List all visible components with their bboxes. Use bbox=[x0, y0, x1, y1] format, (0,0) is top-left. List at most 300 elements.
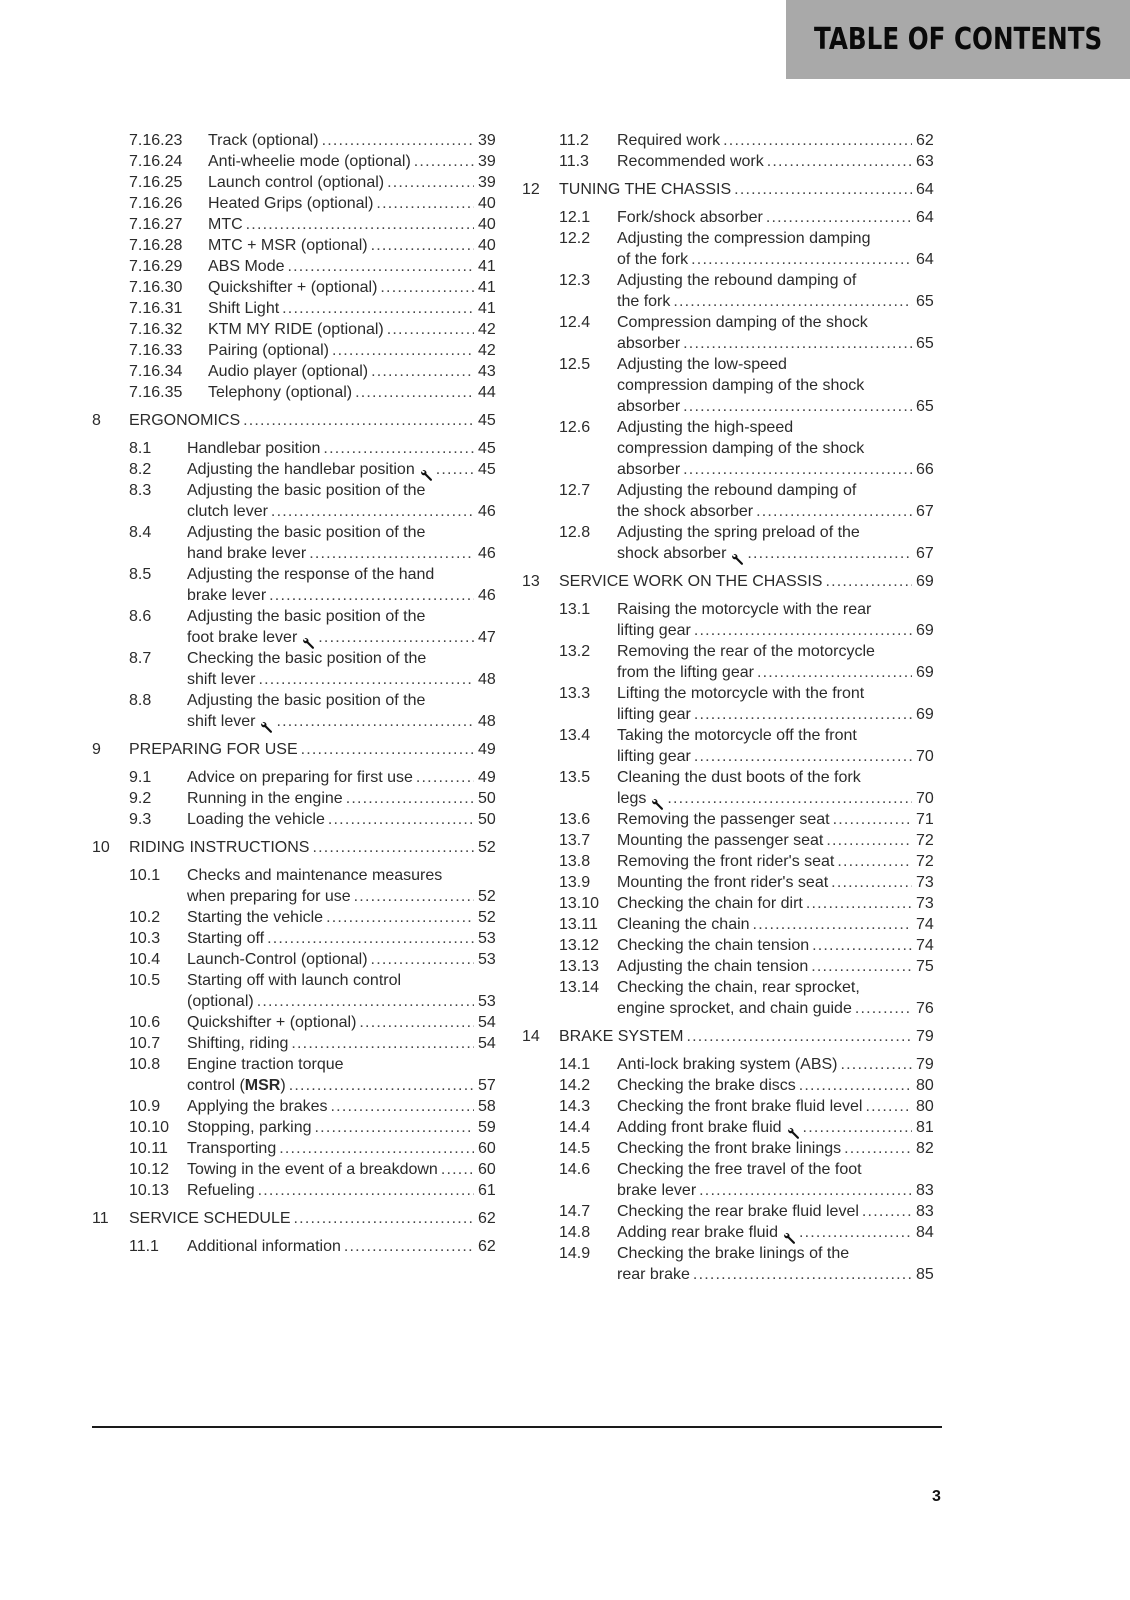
dot-leader bbox=[332, 340, 474, 361]
page-reference[interactable]: 74 bbox=[916, 937, 934, 954]
page-reference[interactable]: 69 bbox=[916, 664, 934, 681]
dot-leader bbox=[323, 438, 474, 459]
page-reference[interactable]: 73 bbox=[916, 895, 934, 912]
section-title: TUNING THE CHASSIS bbox=[559, 181, 732, 198]
section-title: the fork bbox=[617, 293, 671, 310]
page-reference[interactable]: 59 bbox=[478, 1119, 496, 1136]
toc-entry[interactable] bbox=[532, 1054, 942, 1075]
toc-entry[interactable] bbox=[92, 172, 504, 193]
page-reference[interactable]: 65 bbox=[916, 398, 934, 415]
toc-entry[interactable] bbox=[532, 767, 942, 809]
dot-leader bbox=[825, 571, 912, 592]
page-reference[interactable]: 45 bbox=[478, 461, 496, 478]
page-reference[interactable]: 49 bbox=[478, 769, 496, 786]
section-title: Launch-Control (optional) bbox=[187, 951, 368, 968]
section-number: 12.5 bbox=[559, 356, 591, 373]
section-number: 9 bbox=[92, 741, 101, 758]
section-number: 7.16.32 bbox=[129, 321, 183, 338]
section-number: 10.8 bbox=[129, 1056, 161, 1073]
page-reference[interactable]: 57 bbox=[478, 1077, 496, 1094]
toc-entry[interactable] bbox=[92, 1033, 504, 1054]
section-number: 8.1 bbox=[129, 440, 152, 457]
toc-entry[interactable] bbox=[532, 354, 942, 417]
section-title: Adjusting the rebound damping of bbox=[617, 272, 857, 289]
toc-entry[interactable] bbox=[92, 564, 504, 606]
page-reference[interactable]: 39 bbox=[478, 174, 496, 191]
toc-entry[interactable] bbox=[532, 1138, 942, 1159]
dot-leader bbox=[359, 1012, 474, 1033]
toc-entry[interactable] bbox=[92, 1117, 504, 1138]
page-reference[interactable]: 69 bbox=[916, 622, 934, 639]
toc-entry[interactable] bbox=[92, 1180, 504, 1201]
section-title: foot brake lever bbox=[187, 629, 298, 646]
page-reference[interactable]: 83 bbox=[916, 1182, 934, 1199]
wrench-icon bbox=[787, 1125, 800, 1138]
toc-entry[interactable] bbox=[92, 130, 504, 151]
toc-entry[interactable] bbox=[532, 893, 942, 914]
toc-entry[interactable] bbox=[92, 949, 504, 970]
section-number: 7.16.33 bbox=[129, 342, 183, 359]
toc-chapter[interactable] bbox=[522, 571, 942, 592]
toc-entry[interactable] bbox=[532, 1075, 942, 1096]
page-reference[interactable]: 74 bbox=[916, 916, 934, 933]
toc-entry[interactable] bbox=[92, 1236, 504, 1257]
dot-leader bbox=[315, 1117, 474, 1138]
toc-entry[interactable] bbox=[532, 914, 942, 935]
wrench-icon bbox=[260, 719, 273, 732]
page-reference[interactable]: 60 bbox=[478, 1161, 496, 1178]
section-title: compression damping of the shock bbox=[617, 440, 865, 457]
page-reference[interactable]: 42 bbox=[478, 342, 496, 359]
toc-entry[interactable] bbox=[532, 1222, 942, 1243]
page-reference[interactable]: 52 bbox=[478, 909, 496, 926]
page-reference[interactable]: 67 bbox=[916, 545, 934, 562]
page-reference[interactable]: 70 bbox=[916, 748, 934, 765]
section-title: rear brake bbox=[617, 1266, 690, 1283]
dot-leader bbox=[267, 928, 474, 949]
section-number: 7.16.29 bbox=[129, 258, 183, 275]
section-title: Quickshifter + (optional) bbox=[187, 1014, 357, 1031]
page-reference[interactable]: 85 bbox=[916, 1266, 934, 1283]
section-title: shift lever bbox=[187, 671, 256, 688]
section-number: 12.4 bbox=[559, 314, 591, 331]
toc-entry[interactable] bbox=[92, 522, 504, 564]
section-title: Applying the brakes bbox=[187, 1098, 328, 1115]
toc-entry[interactable] bbox=[532, 1243, 942, 1285]
section-number: 7.16.24 bbox=[129, 153, 183, 170]
toc-entry[interactable] bbox=[92, 970, 504, 1012]
section-title: lifting gear bbox=[617, 748, 691, 765]
page-reference[interactable]: 66 bbox=[916, 461, 934, 478]
dot-leader bbox=[747, 543, 912, 564]
toc-entry[interactable] bbox=[532, 207, 942, 228]
page-reference[interactable]: 53 bbox=[478, 951, 496, 968]
page-reference[interactable]: 65 bbox=[916, 335, 934, 352]
page-reference[interactable]: 46 bbox=[478, 503, 496, 520]
section-title: Shift Light bbox=[208, 300, 280, 317]
page-reference[interactable]: 39 bbox=[478, 153, 496, 170]
dot-leader bbox=[694, 620, 912, 641]
dot-leader bbox=[344, 1236, 474, 1257]
section-title: Anti-wheelie mode (optional) bbox=[208, 153, 411, 170]
page-reference[interactable]: 45 bbox=[478, 412, 496, 429]
page-reference[interactable]: 72 bbox=[916, 832, 934, 849]
dot-leader bbox=[289, 1075, 474, 1096]
section-title: Engine traction torque bbox=[187, 1056, 344, 1073]
toc-entry[interactable] bbox=[92, 319, 504, 340]
toc-entry[interactable] bbox=[532, 1159, 942, 1201]
section-number: 13 bbox=[522, 573, 540, 590]
page-reference[interactable]: 64 bbox=[916, 209, 934, 226]
section-number: 8.5 bbox=[129, 566, 152, 583]
page-reference[interactable]: 54 bbox=[478, 1014, 496, 1031]
toc-entry[interactable] bbox=[92, 788, 504, 809]
section-title: Handlebar position bbox=[187, 440, 321, 457]
section-title: Adding rear brake fluid bbox=[617, 1224, 778, 1241]
toc-entry[interactable] bbox=[92, 382, 504, 403]
page-reference[interactable]: 50 bbox=[478, 811, 496, 828]
dot-leader bbox=[354, 886, 474, 907]
toc-entry[interactable] bbox=[532, 1117, 942, 1138]
page-reference[interactable]: 75 bbox=[916, 958, 934, 975]
page-reference[interactable]: 72 bbox=[916, 853, 934, 870]
toc-entry[interactable] bbox=[92, 1054, 504, 1096]
page-reference[interactable]: 41 bbox=[478, 258, 496, 275]
section-number: 10.2 bbox=[129, 909, 161, 926]
section-title: Adjusting the rebound damping of bbox=[617, 482, 857, 499]
page-reference[interactable]: 62 bbox=[478, 1210, 496, 1227]
toc-entry[interactable] bbox=[92, 298, 504, 319]
section-title: Telephony (optional) bbox=[208, 384, 353, 401]
section-title: from the lifting gear bbox=[617, 664, 754, 681]
page-reference[interactable]: 64 bbox=[916, 251, 934, 268]
section-title: Checking the basic position of the bbox=[187, 650, 427, 667]
section-title: MTC + MSR (optional) bbox=[208, 237, 368, 254]
toc-entry[interactable] bbox=[92, 690, 504, 732]
section-title: Checking the free travel of the foot bbox=[617, 1161, 862, 1178]
toc-entry[interactable] bbox=[92, 277, 504, 298]
dot-leader bbox=[328, 809, 474, 830]
section-title: Adjusting the spring preload of the bbox=[617, 524, 860, 541]
section-number: 14 bbox=[522, 1028, 540, 1045]
toc-entry[interactable] bbox=[92, 151, 504, 172]
toc-entry[interactable] bbox=[532, 599, 942, 641]
page-reference[interactable]: 50 bbox=[478, 790, 496, 807]
page-reference[interactable]: 62 bbox=[916, 132, 934, 149]
toc-entry[interactable] bbox=[532, 151, 942, 172]
dot-leader bbox=[291, 1033, 474, 1054]
page-reference[interactable]: 76 bbox=[916, 1000, 934, 1017]
section-number: 13.6 bbox=[559, 811, 591, 828]
toc-entry[interactable] bbox=[532, 417, 942, 480]
section-title: Audio player (optional) bbox=[208, 363, 369, 380]
page-reference[interactable]: 63 bbox=[916, 153, 934, 170]
dot-leader bbox=[862, 1201, 912, 1222]
toc-entry[interactable] bbox=[532, 935, 942, 956]
section-title: Adjusting the response of the hand bbox=[187, 566, 435, 583]
toc-chapter[interactable] bbox=[92, 739, 504, 760]
page-reference[interactable]: 41 bbox=[478, 300, 496, 317]
page-reference[interactable]: 48 bbox=[478, 671, 496, 688]
section-title: Checking the front brake fluid level bbox=[617, 1098, 863, 1115]
page-reference[interactable]: 48 bbox=[478, 713, 496, 730]
section-number: 12 bbox=[522, 181, 540, 198]
section-number: 13.3 bbox=[559, 685, 591, 702]
toc-chapter[interactable] bbox=[522, 1026, 942, 1047]
section-number: 7.16.35 bbox=[129, 384, 183, 401]
section-title: Starting the vehicle bbox=[187, 909, 324, 926]
toc-chapter[interactable] bbox=[92, 410, 504, 431]
toc-entry[interactable] bbox=[532, 522, 942, 564]
page-reference[interactable]: 52 bbox=[478, 888, 496, 905]
toc-entry[interactable] bbox=[92, 340, 504, 361]
toc-entry[interactable] bbox=[92, 865, 504, 907]
toc-chapter[interactable] bbox=[92, 837, 504, 858]
section-number: 13.13 bbox=[559, 958, 600, 975]
page-reference[interactable]: 79 bbox=[916, 1056, 934, 1073]
dot-leader bbox=[387, 172, 474, 193]
section-title: BRAKE SYSTEM bbox=[559, 1028, 684, 1045]
dot-leader bbox=[246, 214, 474, 235]
section-number: 7.16.34 bbox=[129, 363, 183, 380]
page-reference[interactable]: 43 bbox=[478, 363, 496, 380]
page-reference[interactable]: 62 bbox=[478, 1238, 496, 1255]
toc-entry[interactable] bbox=[92, 361, 504, 382]
section-title: KTM MY RIDE (optional) bbox=[208, 321, 384, 338]
section-title: lifting gear bbox=[617, 622, 691, 639]
section-number: 7.16.30 bbox=[129, 279, 183, 296]
toc-entry[interactable] bbox=[532, 956, 942, 977]
page-reference[interactable]: 42 bbox=[478, 321, 496, 338]
dot-leader bbox=[683, 459, 912, 480]
section-number: 14.8 bbox=[559, 1224, 591, 1241]
section-title: Shifting, riding bbox=[187, 1035, 289, 1052]
toc-entry[interactable] bbox=[532, 480, 942, 522]
section-title: Stopping, parking bbox=[187, 1119, 312, 1136]
toc-chapter[interactable] bbox=[92, 1208, 504, 1229]
toc-entry[interactable] bbox=[92, 809, 504, 830]
toc-entry[interactable] bbox=[92, 648, 504, 690]
section-title: SERVICE WORK ON THE CHASSIS bbox=[559, 573, 823, 590]
section-title: Towing in the event of a breakdown bbox=[187, 1161, 438, 1178]
section-number: 11.2 bbox=[559, 132, 589, 149]
dot-leader bbox=[833, 809, 912, 830]
toc-entry[interactable] bbox=[92, 256, 504, 277]
toc-entry[interactable] bbox=[532, 851, 942, 872]
toc-entry[interactable] bbox=[92, 1138, 504, 1159]
wrench-icon bbox=[420, 467, 433, 480]
section-title: Fork/shock absorber bbox=[617, 209, 763, 226]
section-number: 7.16.31 bbox=[129, 300, 183, 317]
section-number: 12.3 bbox=[559, 272, 591, 289]
toc-entry[interactable] bbox=[92, 214, 504, 235]
section-title: Adjusting the basic position of the bbox=[187, 692, 426, 709]
section-number: 10.12 bbox=[129, 1161, 170, 1178]
toc-entry[interactable] bbox=[92, 193, 504, 214]
toc-entry[interactable] bbox=[532, 872, 942, 893]
section-title: Checking the chain for dirt bbox=[617, 895, 803, 912]
section-title: Track (optional) bbox=[208, 132, 319, 149]
dot-leader bbox=[699, 1180, 912, 1201]
section-number: 10.4 bbox=[129, 951, 161, 968]
dot-leader bbox=[844, 1138, 912, 1159]
section-number: 13.8 bbox=[559, 853, 591, 870]
toc-entry[interactable] bbox=[92, 1096, 504, 1117]
page-reference[interactable]: 44 bbox=[478, 384, 496, 401]
page-reference[interactable]: 40 bbox=[478, 216, 496, 233]
dot-leader bbox=[269, 585, 474, 606]
page-reference[interactable]: 40 bbox=[478, 237, 496, 254]
toc-entry[interactable] bbox=[92, 1012, 504, 1033]
toc-entry[interactable] bbox=[532, 1201, 942, 1222]
page-reference[interactable]: 80 bbox=[916, 1077, 934, 1094]
section-title: Checking the brake discs bbox=[617, 1077, 796, 1094]
section-title: RIDING INSTRUCTIONS bbox=[129, 839, 310, 856]
toc-entry[interactable] bbox=[532, 809, 942, 830]
dot-leader bbox=[371, 361, 474, 382]
toc-entry[interactable] bbox=[92, 1159, 504, 1180]
section-title: SERVICE SCHEDULE bbox=[129, 1210, 291, 1227]
section-title: brake lever bbox=[617, 1182, 697, 1199]
dot-leader bbox=[312, 837, 474, 858]
page-reference[interactable]: 80 bbox=[916, 1098, 934, 1115]
page-reference[interactable]: 67 bbox=[916, 503, 934, 520]
toc-entry[interactable] bbox=[92, 438, 504, 459]
dot-leader bbox=[414, 151, 474, 172]
toc-entry[interactable] bbox=[532, 683, 942, 725]
page-reference[interactable]: 53 bbox=[478, 930, 496, 947]
section-title: Checks and maintenance measures bbox=[187, 867, 443, 884]
toc-entry[interactable] bbox=[532, 270, 942, 312]
toc-entry[interactable] bbox=[532, 312, 942, 354]
page-reference[interactable]: 39 bbox=[478, 132, 496, 149]
page-reference[interactable]: 46 bbox=[478, 587, 496, 604]
page-reference[interactable]: 58 bbox=[478, 1098, 496, 1115]
section-title: control (MSR) bbox=[187, 1077, 286, 1094]
page-reference[interactable]: 69 bbox=[916, 573, 934, 590]
page-reference[interactable]: 41 bbox=[478, 279, 496, 296]
section-title: ERGONOMICS bbox=[129, 412, 241, 429]
dot-leader bbox=[376, 193, 474, 214]
section-number: 14.2 bbox=[559, 1077, 591, 1094]
section-number: 8 bbox=[92, 412, 101, 429]
page-reference[interactable]: 40 bbox=[478, 195, 496, 212]
section-title: Removing the rear of the motorcycle bbox=[617, 643, 875, 660]
page-reference[interactable]: 79 bbox=[916, 1028, 934, 1045]
section-title: Refueling bbox=[187, 1182, 255, 1199]
dot-leader bbox=[806, 893, 912, 914]
section-title: absorber bbox=[617, 398, 681, 415]
toc-entry[interactable] bbox=[92, 767, 504, 788]
toc-entry[interactable] bbox=[532, 228, 942, 270]
dot-leader bbox=[723, 130, 912, 151]
dot-leader bbox=[865, 1096, 912, 1117]
toc-entry[interactable] bbox=[532, 1096, 942, 1117]
page-reference[interactable]: 47 bbox=[478, 629, 496, 646]
dot-leader bbox=[243, 410, 474, 431]
page-reference[interactable]: 53 bbox=[478, 993, 496, 1010]
page-reference[interactable]: 61 bbox=[478, 1182, 496, 1199]
section-number: 14.9 bbox=[559, 1245, 591, 1262]
dot-leader bbox=[371, 949, 474, 970]
dot-leader bbox=[799, 1075, 912, 1096]
section-title: Cleaning the chain bbox=[617, 916, 750, 933]
page-reference[interactable]: 84 bbox=[916, 1224, 934, 1241]
dot-leader bbox=[667, 788, 912, 809]
dot-leader bbox=[837, 851, 912, 872]
page-reference[interactable]: 69 bbox=[916, 706, 934, 723]
toc-entry[interactable] bbox=[92, 907, 504, 928]
dot-leader bbox=[693, 1264, 912, 1285]
toc-entry[interactable] bbox=[92, 459, 504, 480]
dot-leader bbox=[734, 179, 912, 200]
dot-leader bbox=[387, 319, 474, 340]
section-number: 14.4 bbox=[559, 1119, 591, 1136]
toc-entry[interactable] bbox=[532, 130, 942, 151]
page-reference[interactable]: 54 bbox=[478, 1035, 496, 1052]
page-reference[interactable]: 81 bbox=[916, 1119, 934, 1136]
section-number: 9.2 bbox=[129, 790, 152, 807]
section-title: Checking the front brake linings bbox=[617, 1140, 842, 1157]
page-reference[interactable]: 45 bbox=[478, 440, 496, 457]
dot-leader bbox=[673, 291, 912, 312]
section-title: Cleaning the dust boots of the fork bbox=[617, 769, 861, 786]
dot-leader bbox=[294, 1208, 474, 1229]
section-number: 7.16.27 bbox=[129, 216, 183, 233]
section-number: 10.5 bbox=[129, 972, 161, 989]
page-reference[interactable]: 52 bbox=[478, 839, 496, 856]
dot-leader bbox=[257, 991, 474, 1012]
page-reference[interactable]: 60 bbox=[478, 1140, 496, 1157]
toc-entry[interactable] bbox=[532, 725, 942, 767]
toc-entry[interactable] bbox=[532, 977, 942, 1019]
page-reference[interactable]: 71 bbox=[916, 811, 934, 828]
toc-entry[interactable] bbox=[92, 480, 504, 522]
dot-leader bbox=[355, 382, 474, 403]
section-number: 13.11 bbox=[559, 916, 598, 933]
page-reference[interactable]: 46 bbox=[478, 545, 496, 562]
section-number: 11.3 bbox=[559, 153, 589, 170]
toc-chapter[interactable] bbox=[522, 179, 942, 200]
dot-leader bbox=[279, 1138, 474, 1159]
section-title: when preparing for use bbox=[187, 888, 351, 905]
page-reference[interactable]: 65 bbox=[916, 293, 934, 310]
dot-leader bbox=[683, 333, 912, 354]
page-reference[interactable]: 70 bbox=[916, 790, 934, 807]
toc-entry[interactable] bbox=[92, 235, 504, 256]
toc-entry[interactable] bbox=[532, 641, 942, 683]
section-title: Raising the motorcycle with the rear bbox=[617, 601, 872, 618]
section-number: 11.1 bbox=[129, 1238, 159, 1255]
toc-entry[interactable] bbox=[92, 606, 504, 648]
page-reference[interactable]: 73 bbox=[916, 874, 934, 891]
toc-entry[interactable] bbox=[532, 830, 942, 851]
page-reference[interactable]: 83 bbox=[916, 1203, 934, 1220]
dot-leader bbox=[441, 1159, 474, 1180]
toc-entry[interactable] bbox=[92, 928, 504, 949]
section-number: 8.2 bbox=[129, 461, 152, 478]
section-title: shock absorber bbox=[617, 545, 727, 562]
page-reference[interactable]: 49 bbox=[478, 741, 496, 758]
page-reference[interactable]: 64 bbox=[916, 181, 934, 198]
section-title: hand brake lever bbox=[187, 545, 307, 562]
page-reference[interactable]: 82 bbox=[916, 1140, 934, 1157]
section-title: Adjusting the compression damping bbox=[617, 230, 871, 247]
section-title: ABS Mode bbox=[208, 258, 285, 275]
section-number: 10.3 bbox=[129, 930, 161, 947]
section-title: Checking the chain, rear sprocket, bbox=[617, 979, 860, 996]
dot-leader bbox=[811, 956, 912, 977]
